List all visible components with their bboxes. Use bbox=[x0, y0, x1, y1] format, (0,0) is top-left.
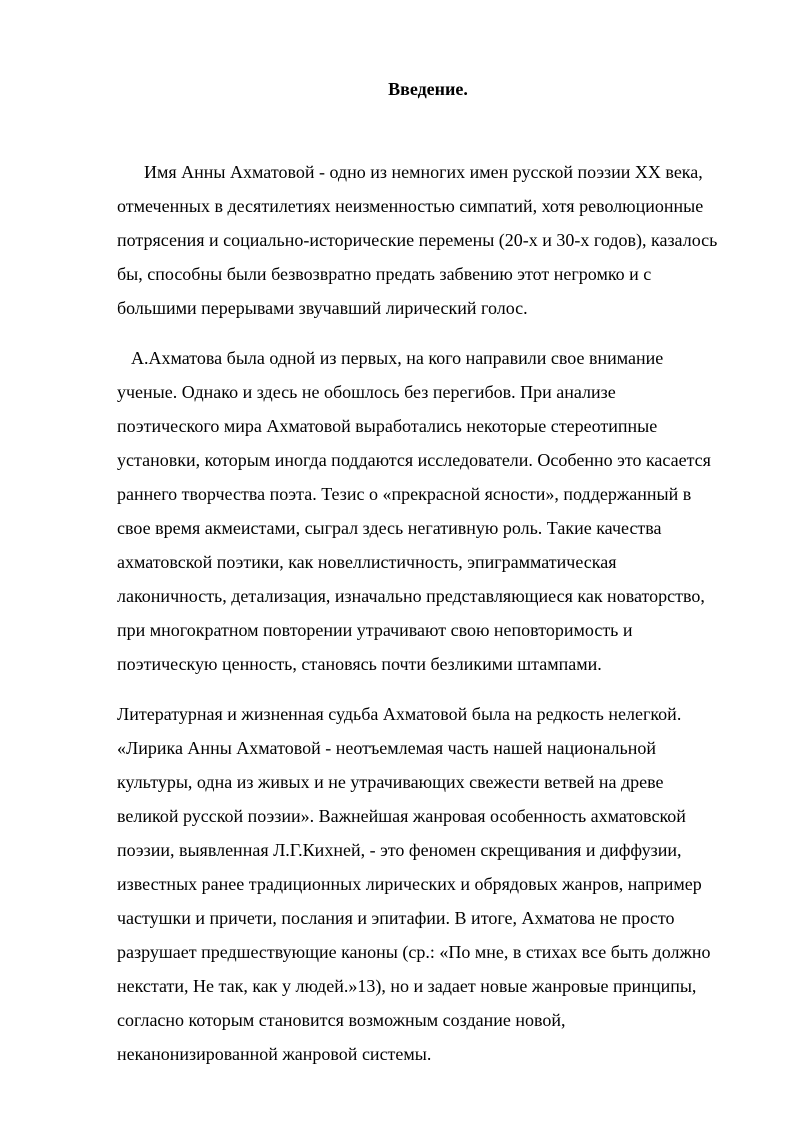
document-body bbox=[117, 155, 743, 1071]
text-line: известных ранее традиционных лирических и обрядовых жанров, например bbox=[117, 874, 702, 894]
text-line: культуры, одна из живых и не утрачивающих свежести ветвей на древе bbox=[117, 772, 664, 792]
text-line: неканонизированной жанровой системы. bbox=[117, 1044, 432, 1064]
text-line: частушки и причети, послания и эпитафии. В итоге, Ахматова не просто bbox=[117, 908, 675, 928]
paragraph-3 bbox=[117, 697, 743, 1071]
text-line: ученые. Однако и здесь не обошлось без перегибов. При анализе bbox=[117, 382, 616, 402]
text-line: поэтическую ценность, становясь почти безликими штампами. bbox=[117, 654, 602, 674]
paragraph-1 bbox=[117, 155, 743, 325]
text-line: лаконичность, детализация, изначально представляющиеся как новаторство, bbox=[117, 586, 705, 606]
document-title: Введение. bbox=[388, 79, 468, 99]
text-line: потрясения и социально-исторические перемены (20-х и 30-х годов), казалось bbox=[117, 230, 718, 250]
text-line: «Лирика Анны Ахматовой - неотъемлемая часть нашей национальной bbox=[117, 738, 656, 758]
text-line: Литературная и жизненная судьба Ахматовой была на редкость нелегкой. bbox=[117, 704, 682, 724]
paragraph-gap bbox=[117, 325, 743, 341]
text-line: великой русской поэзии». Важнейшая жанровая особенность ахматовской bbox=[117, 806, 686, 826]
text-line: поэзии, выявленная Л.Г.Кихней, - это феномен скрещивания и диффузии, bbox=[117, 840, 682, 860]
text-line: большими перерывами звучавший лирический голос. bbox=[117, 298, 528, 318]
text-line: отмеченных в десятилетиях неизменностью симпатий, хотя революционные bbox=[117, 196, 704, 216]
text-line: поэтического мира Ахматовой выработались некоторые стереотипные bbox=[117, 416, 658, 436]
text-line: свое время акмеистами, сыграл здесь негативную роль. Такие качества bbox=[117, 518, 662, 538]
text-line: согласно которым становится возможным создание новой, bbox=[117, 1010, 566, 1030]
text-line: при многократном повторении утрачивают свою неповторимость и bbox=[117, 620, 633, 640]
text-line: ахматовской поэтики, как новеллистичность, эпиграмматическая bbox=[117, 552, 617, 572]
paragraph-2 bbox=[117, 341, 743, 681]
text-line: раннего творчества поэта. Тезис о «прекрасной ясности», поддержанный в bbox=[117, 484, 692, 504]
text-line: разрушает предшествующие каноны (ср.: «По мне, в стихах все быть должно bbox=[117, 942, 711, 962]
text-line: установки, которым иногда поддаются исследователи. Особенно это касается bbox=[117, 450, 711, 470]
paragraph-gap bbox=[117, 681, 743, 697]
text-line: А.Ахматова была одной из первых, на кого направили свое внимание bbox=[131, 348, 664, 368]
text-line: бы, способны были безвозвратно предать забвению этот негромко и с bbox=[117, 264, 652, 284]
text-line: Имя Анны Ахматовой - одно из немногих имен русской поэзии XX века, bbox=[144, 162, 703, 182]
text-line: некстати, Не так, как у людей.»13), но и задает новые жанровые принципы, bbox=[117, 976, 697, 996]
